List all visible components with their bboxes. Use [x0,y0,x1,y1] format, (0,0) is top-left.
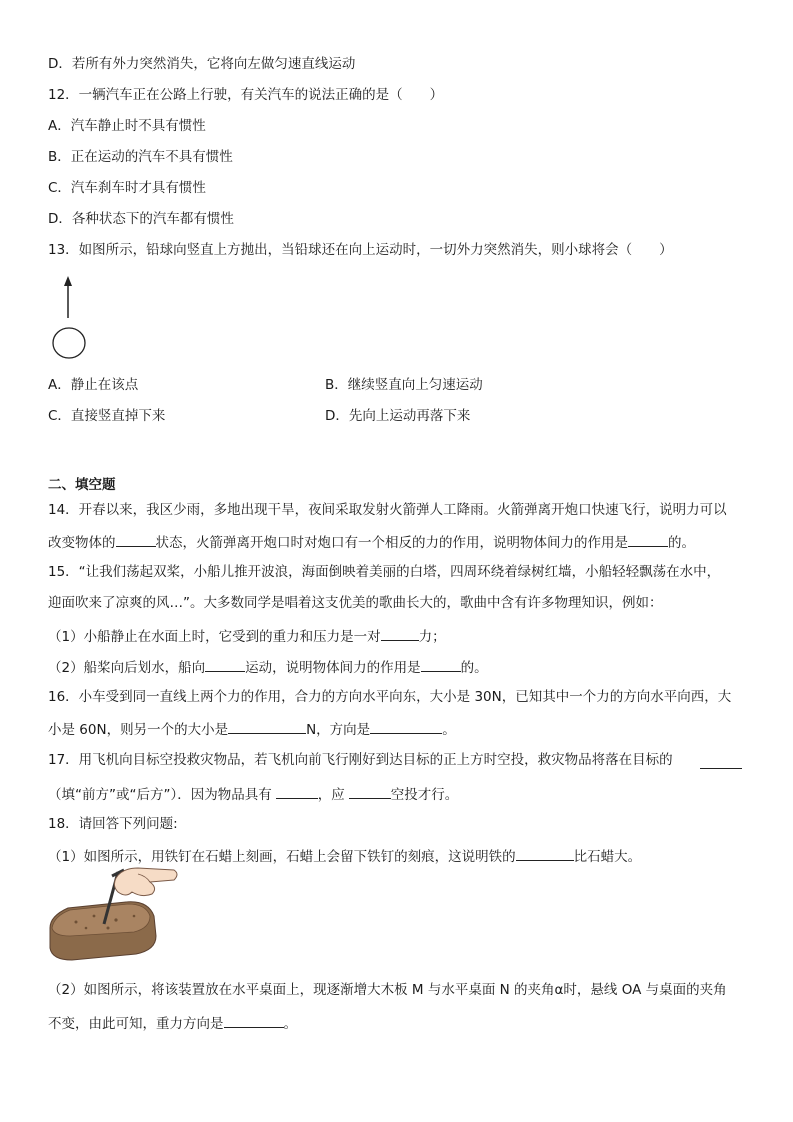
q16-blank-2[interactable] [370,719,442,734]
q16-text-b: N，方向是 [306,722,371,738]
arrow-head-icon [64,276,72,286]
q13-stem: 13．如图所示，铅球向竖直上方抛出，当铅球还在向上运动时，一切外力突然消失，则小球将会（ ） [48,242,673,258]
q15-sub1-text-b: 力； [418,629,446,645]
q18-sub2-line2 [48,1013,297,1033]
section-title-fill-in: 二、填空题 [48,477,116,493]
q13-option-a: A．静止在该点 [48,377,139,393]
q15-sub2 [48,657,488,677]
q15-sub1 [48,626,446,646]
q12-option-a: A．汽车静止时不具有惯性 [48,118,206,134]
q15-blank-2[interactable] [205,657,245,672]
q16-blank-1[interactable] [228,719,306,734]
q15-line1: 15．“让我们荡起双桨，小船儿推开波浪，海面倒映着美丽的白塔，四周环绕着绿树红墙，小船轻轻飘荡在水中， [48,564,721,580]
q15-sub2-text-a: （2）船桨向后划水，船向 [48,660,206,676]
q18-sub2-line1: （2）如图所示，将该装置放在水平桌面上，现逐渐增大木板 M 与水平桌面 N 的夹角α时，悬线 OA 与桌面的夹角 [48,982,727,998]
q15-sub2-text-c: 的。 [460,660,488,676]
q15-blank-3[interactable] [421,657,461,672]
q17-text-c: 空投才行。 [390,787,459,803]
q18-stem: 18．请回答下列问题: [48,816,178,832]
q17-blank-3[interactable] [349,784,391,799]
q18-sub2-text-a: 不变，由此可知，重力方向是 [48,1016,224,1032]
q15-sub1-text-a: （1）小船静止在水面上时，它受到的重力和压力是一对 [48,629,381,645]
q18-blank-2[interactable] [224,1013,284,1028]
q15-line2: 迎面吹来了凉爽的风…”。大多数同学是唱着这支优美的歌曲长大的，歌曲中含有许多物理知识，例如： [48,595,663,611]
q12-option-c: C．汽车刹车时才具有惯性 [48,180,206,196]
q17-blank-1[interactable] [700,754,742,769]
q16-text-a: 小是 60N，则另一个的大小是 [48,722,229,738]
q16-text-c: 。 [442,722,456,738]
q16-line2 [48,719,456,739]
q18-blank-1[interactable] [516,846,574,861]
q15-sub2-text-b: 运动，说明物体间力的作用是 [245,660,421,676]
q14-text-b: 状态，火箭弹离开炮口时对炮口有一个相反的力的作用，说明物体间力的作用是 [155,535,628,551]
shot-put-figure [48,272,98,372]
q13-option-c: C．直接竖直掉下来 [48,408,166,424]
q17-line1 [48,751,673,769]
q17-text-b: ，应 [317,787,345,803]
q18-sub1-text-a: （1）如图所示，用铁钉在石蜡上刻画，石蜡上会留下铁钉的刻痕，这说明铁的 [48,849,516,865]
q14-text-a: 改变物体的 [48,535,116,551]
q14-line2 [48,532,695,552]
q17-blank-2[interactable] [276,784,318,799]
q18-sub1 [48,846,641,866]
q14-text-c: 的。 [668,535,695,551]
nail-scratching-wax-figure [46,864,181,964]
q17-text-a: （填“前方”或“后方”）．因为物品具有 [48,787,272,803]
q12-option-b: B．正在运动的汽车不具有惯性 [48,149,233,165]
q16-line1: 16．小车受到同一直线上两个力的作用，合力的方向水平向东，大小是 30N，已知其中一个力的方向水平向西，大 [48,689,732,705]
shot-put-ball [53,328,85,358]
q14-blank-1[interactable] [116,532,156,547]
q18-sub2-text-b: 。 [283,1016,297,1032]
q15-blank-1[interactable] [381,626,419,641]
hand-icon [114,868,177,896]
q12-option-d: D．各种状态下的汽车都有惯性 [48,211,234,227]
q13-option-b: B．继续竖直向上匀速运动 [325,377,483,393]
q13-option-d: D．先向上运动再落下来 [325,408,471,424]
q14-blank-2[interactable] [628,532,668,547]
q12-stem: 12．一辆汽车正在公路上行驶，有关汽车的说法正确的是（ ） [48,87,444,103]
q18-sub1-text-b: 比石蜡大。 [573,849,642,865]
q14-line1: 14．开春以来，我区少雨，多地出现干旱，夜间采取发射火箭弹人工降雨。火箭弹离开炮口快速飞行，说明力可以 [48,502,727,518]
q17-line2 [48,784,458,804]
q17-text-line1: 17．用飞机向目标空投救灾物品，若飞机向前飞行刚好到达目标的正上方时空投，救灾物品将落在目标的 [48,752,673,768]
q11-option-d: D．若所有外力突然消失，它将向左做匀速直线运动 [48,56,356,72]
